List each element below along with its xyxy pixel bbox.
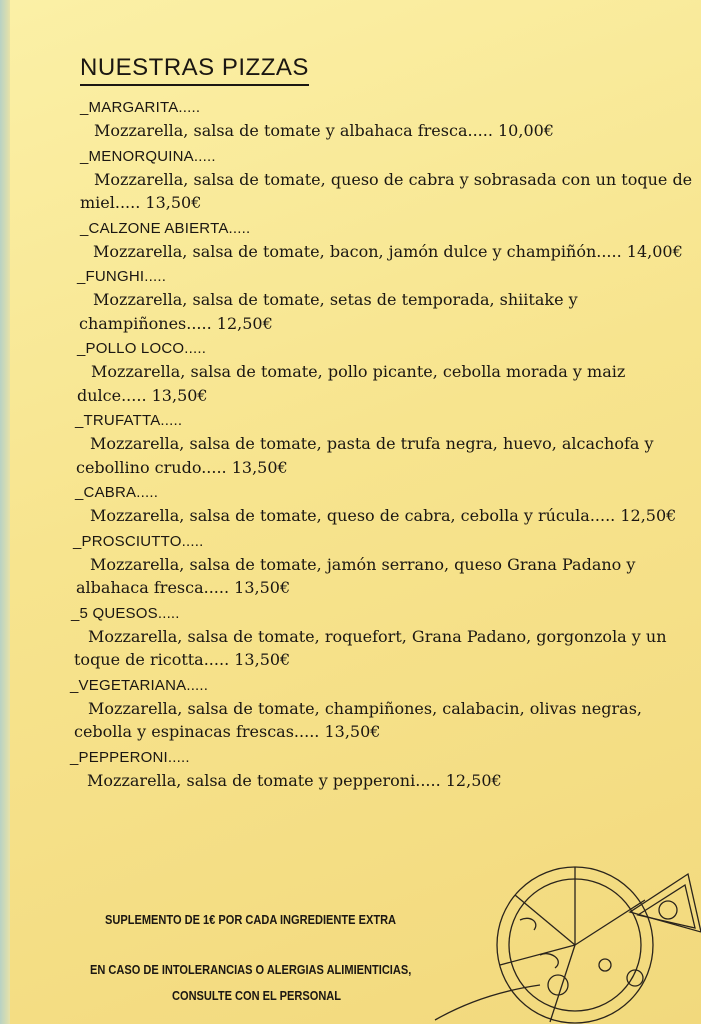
pizza-name: _MARGARITA..... [80, 99, 201, 116]
menu-item [0, 96, 701, 143]
pizza-name: _5 QUESOS..... [71, 604, 180, 622]
pizza-menu-list [0, 96, 701, 794]
pizza-name: _TRUFATTA..... [75, 412, 183, 429]
pizza-description-line [74, 625, 694, 672]
pizza-price: 13,50€ [234, 578, 291, 597]
pizza-name: _FUNGHI..... [77, 268, 167, 285]
pizza-description-line [76, 553, 696, 600]
pizza-name: _PEPPERONI..... [70, 748, 190, 766]
pizza-price: 13,50€ [151, 385, 208, 405]
pizza-price: 12,50€ [445, 770, 502, 790]
menu-item [0, 481, 701, 528]
pizza-name: _CABRA..... [75, 484, 159, 501]
pizza-name: _CALZONE ABIERTA..... [80, 219, 251, 237]
pizza-price: 12,50€ [216, 313, 273, 333]
menu-item [0, 602, 701, 672]
menu-item [0, 409, 701, 479]
pizza-description: Mozzarella, salsa de tomate, bacon, jamón dulce y champiñón..... [93, 241, 622, 261]
menu-title: NUESTRAS PIZZAS [80, 54, 309, 86]
pizza-description: Mozzarella, salsa de tomate y pepperoni..... [87, 770, 441, 790]
pizza-description: Mozzarella, salsa de tomate, jamón serrano, queso Grana Padano y albahaca fresca..... [76, 554, 636, 597]
pizza-description-line [80, 168, 700, 215]
pizza-name: _PROSCIUTTO..... [73, 532, 204, 550]
menu-item [0, 217, 701, 264]
menu-item [0, 265, 701, 335]
pizza-description: Mozzarella, salsa de tomate, pollo picante, cebolla morada y maiz dulce..... [77, 362, 626, 405]
allergy-note-line-1: EN CASO DE INTOLERANCIAS O ALERGIAS ALIMIENTICIAS, [90, 962, 412, 977]
pizza-price: 10,00€ [498, 121, 554, 140]
pizza-name: _POLLO LOCO..... [77, 340, 207, 357]
pizza-description: Mozzarella, salsa de tomate, roquefort, Grana Padano, gorgonzola y un toque de ricotta..... [74, 626, 667, 669]
pizza-description-line [76, 432, 696, 479]
menu-item [0, 145, 701, 215]
pizza-description: Mozzarella, salsa de tomate, setas de temporada, shiitake y champiñones..... [79, 290, 578, 333]
pizza-description: Mozzarella, salsa de tomate, queso de cabra, cebolla y rúcula..... [90, 506, 616, 525]
pizza-description-line [80, 119, 700, 143]
pizza-description-line [74, 697, 694, 744]
allergy-note-line-2: CONSULTE CON EL PERSONAL [172, 988, 342, 1003]
pizza-description-line [73, 769, 693, 793]
supplement-note: SUPLEMENTO DE 1€ POR CADA INGREDIENTE EXTRA [105, 912, 397, 927]
pizza-description: Mozzarella, salsa de tomate, pasta de trufa negra, huevo, alcachofa y cebollino crudo..... [76, 434, 654, 477]
pizza-price: 14,00€ [626, 241, 683, 261]
pizza-description-line [79, 288, 699, 335]
pizza-description: Mozzarella, salsa de tomate y albahaca fresca..... [94, 121, 493, 140]
pizza-price: 13,50€ [324, 722, 381, 741]
pizza-price: 13,50€ [231, 457, 288, 477]
menu-item [0, 530, 701, 600]
menu-item [0, 746, 701, 793]
pizza-name: _MENORQUINA..... [80, 147, 216, 165]
pizza-line-drawing-icon [430, 860, 701, 1024]
pizza-description-line [77, 360, 697, 407]
pizza-price: 13,50€ [145, 193, 202, 212]
pizza-price: 12,50€ [620, 506, 677, 525]
pizza-description: Mozzarella, salsa de tomate, queso de cabra y sobrasada con un toque de miel..... [80, 169, 693, 212]
pizza-name: _VEGETARIANA..... [70, 676, 209, 694]
pizza-description-line [79, 240, 699, 264]
pizza-description-line [76, 504, 696, 528]
pizza-price: 13,50€ [234, 650, 291, 669]
menu-item [0, 337, 701, 407]
pizza-description: Mozzarella, salsa de tomate, champiñones, calabacin, olivas negras, cebolla y espinacas frescas..... [74, 698, 642, 741]
menu-item [0, 674, 701, 744]
